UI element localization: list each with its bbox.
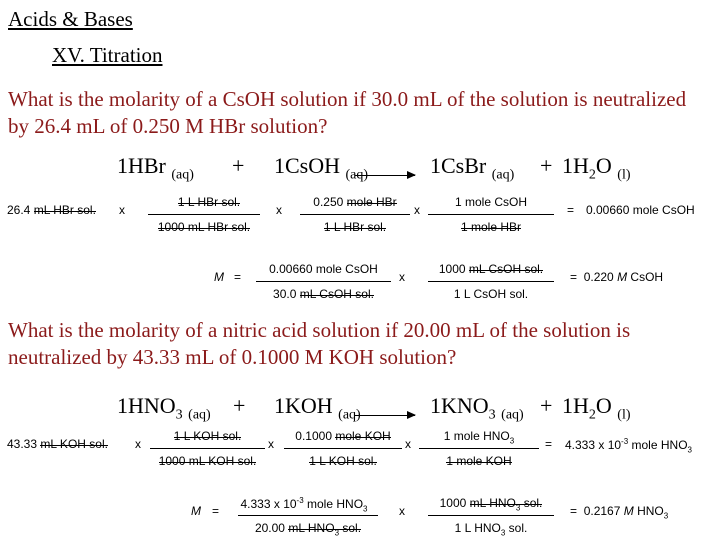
- p2-f3-numerator: 1 mole $HNO_3$: [443, 429, 515, 446]
- p1-f1-denominator: 1000 mL HBr sol.: [157, 220, 251, 234]
- p1-start-quantity: 26.4 mL HBr sol.: [7, 203, 96, 217]
- p1-times-2: x: [276, 203, 282, 217]
- p1-m-denominator: 30.0 mL CsOH sol.: [273, 287, 374, 301]
- p1-f1-line: [148, 214, 260, 215]
- p2-molarity-symbol: M: [191, 504, 201, 518]
- p2-times-1: x: [135, 437, 141, 451]
- p1-final-answer: = 0.220 M CsOH: [570, 270, 664, 284]
- p1-plus-1: +: [232, 153, 245, 178]
- section-subtitle: XV. Titration: [52, 43, 163, 67]
- p1-f4-denominator: 1 L CsOH sol.: [453, 287, 529, 301]
- p1-plus-2: +: [540, 153, 553, 178]
- p1-product-csbr: 1CsBr $_{(aq)}$: [430, 153, 515, 183]
- p2-plus-2: +: [540, 393, 553, 418]
- p1-times-3: x: [414, 203, 420, 217]
- p2-reactant-hno3: $1HNO_3$ $_{(aq)}$: [117, 393, 211, 423]
- p2-reaction-arrow: [355, 415, 415, 416]
- p2-equals-1: =: [545, 437, 553, 451]
- p1-f2-line: [300, 214, 410, 215]
- p1-f4-line: [428, 281, 554, 282]
- p1-f2-denominator: 1 L HBr sol.: [323, 220, 387, 234]
- p1-product-water: $1H_2O$ $_{(l)}$: [562, 153, 631, 183]
- p2-result-moles: 4.333 x $10^{-3}$ mole $HNO_3$: [565, 437, 692, 455]
- p2-f1-denominator: 1000 mL KOH sol.: [158, 454, 257, 468]
- p2-m-denominator: 20.00 mL $HNO_3$ sol.: [254, 521, 362, 538]
- p1-f3-numerator: 1 mole CsOH: [454, 195, 528, 209]
- p2-f2-denominator: 1 L KOH sol.: [309, 454, 377, 468]
- p1-f4-numerator: 1000 mL CsOH sol.: [438, 262, 544, 276]
- p1-f2-numerator: 0.250 mole HBr: [313, 195, 397, 209]
- p1-f1-numerator: 1 L HBr sol.: [177, 195, 241, 209]
- p1-reactant-csoh: 1CsOH $_{(aq)}$: [274, 153, 369, 183]
- p2-f3-line: [419, 448, 539, 449]
- p1-reaction-arrow: [355, 175, 415, 176]
- page-title: Acids & Bases: [8, 7, 133, 31]
- p2-times-2: x: [268, 437, 274, 451]
- p2-f1-line: [150, 448, 265, 449]
- p1-molarity-symbol: M: [214, 270, 224, 284]
- p2-f3-denominator: 1 mole KOH: [446, 454, 512, 468]
- problem2-question: What is the molarity of a nitric acid solution if 20.00 mL of the solution is neutralized by 43.33 mL of 0.1000 M KOH solution?: [8, 318, 631, 369]
- p2-plus-1: +: [233, 393, 246, 418]
- p2-f4-denominator: 1 L $HNO_3$ sol.: [454, 521, 528, 538]
- p2-f2-line: [284, 448, 402, 449]
- p2-f4-line: [428, 515, 554, 516]
- problem1-question: What is the molarity of a CsOH solution if 30.0 mL of the solution is neutralized by 26.4 mL of 0.250 M HBr solution?: [8, 87, 687, 138]
- p1-times-1: x: [119, 203, 125, 217]
- p2-start-quantity: 43.33 mL KOH sol.: [7, 437, 108, 451]
- p2-m-line: [238, 515, 378, 516]
- p2-equals-2: =: [212, 504, 220, 518]
- p2-product-kno3: $1KNO_3$ $_{(aq)}$: [430, 393, 524, 423]
- p1-f3-line: [428, 214, 554, 215]
- p2-product-water: $1H_2O$ $_{(l)}$: [562, 393, 631, 423]
- p2-m-numerator: 4.333 x $10^{-3}$ mole $HNO_3$: [240, 496, 368, 514]
- p1-reactant-hbr: 1HBr $_{(aq)}$: [117, 153, 194, 183]
- p2-reactant-koh: 1KOH $_{(aq)}$: [274, 393, 361, 423]
- p2-final-answer: = 0.2167 M $HNO_3$: [570, 504, 669, 521]
- p2-times-4: x: [399, 504, 405, 518]
- p1-times-4: x: [399, 270, 405, 284]
- p2-f2-numerator: 0.1000 mole KOH: [295, 429, 391, 443]
- p1-equals-1: =: [567, 203, 575, 217]
- p1-result-moles: 0.00660 mole CsOH: [586, 203, 695, 217]
- p2-f4-numerator: 1000 mL $HNO_3$ sol.: [439, 496, 543, 513]
- p1-equals-2: =: [234, 270, 242, 284]
- p2-times-3: x: [405, 437, 411, 451]
- p1-m-line: [256, 281, 391, 282]
- p2-f1-numerator: 1 L KOH sol.: [173, 429, 242, 443]
- p1-f3-denominator: 1 mole HBr: [460, 220, 522, 234]
- p1-m-numerator: 0.00660 mole CsOH: [269, 262, 378, 276]
